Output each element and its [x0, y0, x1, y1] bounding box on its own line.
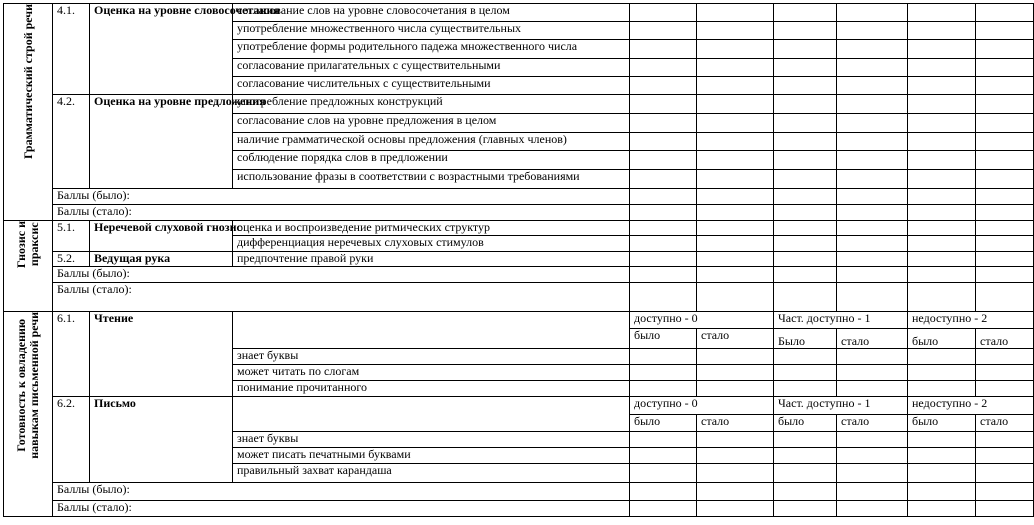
criterion-cell [233, 397, 630, 432]
section-title-gnosis: Гнозис и праксис [4, 221, 53, 312]
score-cell [976, 22, 1034, 40]
score-cell [908, 365, 976, 381]
criterion-cell: предпочтение правой руки [233, 252, 630, 267]
score-cell [908, 189, 976, 205]
score-cell [837, 501, 908, 517]
score-cell [976, 133, 1034, 151]
table-row [4, 95, 1034, 114]
state-before-header: было [630, 415, 697, 432]
score-cell [837, 133, 908, 151]
score-cell [976, 95, 1034, 114]
state-before-header: Было [774, 329, 837, 349]
score-cell [837, 59, 908, 77]
score-cell [630, 133, 697, 151]
score-cell [630, 283, 697, 312]
score-cell [976, 464, 1034, 483]
score-cell [630, 365, 697, 381]
score-cell [976, 189, 1034, 205]
score-cell [908, 205, 976, 221]
score-cell [697, 252, 774, 267]
state-after-header: стало [697, 415, 774, 432]
score-cell [774, 22, 837, 40]
table-row [4, 483, 1034, 501]
score-cell [630, 170, 697, 189]
score-before-label: Баллы (было): [53, 267, 630, 283]
state-after-header: стало [976, 329, 1034, 349]
score-cell [697, 501, 774, 517]
score-cell [697, 77, 774, 95]
state-after-header: стало [837, 415, 908, 432]
score-cell [774, 221, 837, 236]
subsection-title: Оценка на уровне словосочетания [90, 4, 233, 95]
score-cell [976, 221, 1034, 236]
score-cell [774, 4, 837, 22]
score-cell [837, 95, 908, 114]
assessment-table [3, 3, 1034, 517]
score-cell [908, 151, 976, 170]
score-cell [837, 464, 908, 483]
score-cell [697, 236, 774, 252]
criterion-cell: употребление множественного числа существительных [233, 22, 630, 40]
score-cell [837, 22, 908, 40]
subsection-number: 4.2. [53, 95, 90, 189]
score-cell [837, 483, 908, 501]
subsection-title: Оценка на уровне предложения [90, 95, 233, 189]
score-cell [976, 483, 1034, 501]
score-cell [630, 95, 697, 114]
state-before-header: было [908, 415, 976, 432]
score-cell [774, 483, 837, 501]
state-after-header: стало [976, 415, 1034, 432]
score-cell [774, 252, 837, 267]
score-cell [908, 283, 976, 312]
score-cell [630, 77, 697, 95]
subsection-title: Ведущая рука [90, 252, 233, 267]
score-cell [630, 151, 697, 170]
score-cell [976, 267, 1034, 283]
criterion-cell: может читать по слогам [233, 365, 630, 381]
score-cell [908, 170, 976, 189]
score-cell [697, 40, 774, 59]
score-cell [837, 221, 908, 236]
criterion-cell: согласование слов на уровне предложения в целом [233, 114, 630, 133]
score-cell [976, 170, 1034, 189]
score-cell [837, 252, 908, 267]
score-cell [976, 432, 1034, 448]
subsection-number: 5.1. [53, 221, 90, 252]
score-cell [697, 381, 774, 397]
subsection-number: 4.1. [53, 4, 90, 95]
score-cell [908, 40, 976, 59]
score-cell [774, 170, 837, 189]
score-cell [774, 381, 837, 397]
score-cell [630, 205, 697, 221]
score-cell [908, 501, 976, 517]
score-after-label: Баллы (стало): [53, 283, 630, 312]
criterion-cell: может писать печатными буквами [233, 448, 630, 464]
score-cell [976, 349, 1034, 365]
criterion-cell: использование фразы в соответствии с возрастными требованиями [233, 170, 630, 189]
score-cell [908, 221, 976, 236]
score-cell [630, 59, 697, 77]
score-cell [697, 365, 774, 381]
score-cell [774, 114, 837, 133]
score-cell [630, 22, 697, 40]
score-cell [908, 448, 976, 464]
score-cell [837, 448, 908, 464]
score-cell [908, 133, 976, 151]
score-cell [697, 4, 774, 22]
state-after-header: стало [837, 329, 908, 349]
score-after-label: Баллы (стало): [53, 205, 630, 221]
score-cell [630, 252, 697, 267]
table-row [4, 252, 1034, 267]
score-cell [697, 448, 774, 464]
score-before-label: Баллы (было): [53, 189, 630, 205]
score-cell [774, 205, 837, 221]
score-cell [837, 205, 908, 221]
score-cell [630, 236, 697, 252]
criterion-cell: употребление формы родительного падежа множественного числа [233, 40, 630, 59]
criterion-cell [233, 312, 630, 349]
score-cell [976, 381, 1034, 397]
score-cell [908, 252, 976, 267]
score-cell [976, 236, 1034, 252]
score-cell [837, 267, 908, 283]
score-cell [697, 95, 774, 114]
score-cell [774, 189, 837, 205]
score-cell [976, 40, 1034, 59]
score-cell [908, 483, 976, 501]
score-cell [774, 267, 837, 283]
score-cell [630, 448, 697, 464]
score-cell [630, 464, 697, 483]
score-cell [774, 501, 837, 517]
state-after-header: стало [697, 329, 774, 349]
table-row [4, 4, 1034, 22]
score-cell [908, 95, 976, 114]
score-cell [630, 221, 697, 236]
score-cell [837, 283, 908, 312]
score-cell [697, 267, 774, 283]
score-cell [630, 40, 697, 59]
subsection-number: 6.2. [53, 397, 90, 483]
score-cell [837, 4, 908, 22]
criterion-cell: согласование слов на уровне словосочетания в целом [233, 4, 630, 22]
score-cell [630, 483, 697, 501]
score-cell [774, 464, 837, 483]
score-cell [908, 77, 976, 95]
score-cell [976, 205, 1034, 221]
score-cell [837, 114, 908, 133]
score-cell [908, 464, 976, 483]
score-cell [837, 432, 908, 448]
table-row [4, 501, 1034, 517]
score-cell [976, 77, 1034, 95]
score-cell [908, 432, 976, 448]
subsection-title: Письмо [90, 397, 233, 483]
score-cell [976, 365, 1034, 381]
level-partial-header: Част. доступно - 1 [774, 397, 908, 415]
score-after-label: Баллы (стало): [53, 501, 630, 517]
score-cell [976, 114, 1034, 133]
score-cell [976, 151, 1034, 170]
criterion-cell: правильный захват карандаша [233, 464, 630, 483]
state-before-header: было [630, 329, 697, 349]
level-available-header: доступно - 0 [630, 312, 774, 329]
score-cell [630, 432, 697, 448]
subsection-title: Неречевой слуховой гнозис [90, 221, 233, 252]
criterion-cell: оценка и воспроизведение ритмических структур [233, 221, 630, 236]
score-cell [837, 236, 908, 252]
score-cell [908, 349, 976, 365]
criterion-cell: понимание прочитанного [233, 381, 630, 397]
criterion-cell: соблюдение порядка слов в предложении [233, 151, 630, 170]
score-cell [774, 77, 837, 95]
score-cell [837, 349, 908, 365]
score-cell [630, 349, 697, 365]
score-cell [774, 133, 837, 151]
score-cell [837, 189, 908, 205]
score-cell [976, 448, 1034, 464]
score-cell [908, 4, 976, 22]
score-cell [837, 365, 908, 381]
criterion-cell: дифференциация неречевых слуховых стимулов [233, 236, 630, 252]
subsection-title: Чтение [90, 312, 233, 397]
score-cell [697, 221, 774, 236]
score-cell [697, 114, 774, 133]
score-cell [697, 59, 774, 77]
score-cell [837, 381, 908, 397]
table-row [4, 283, 1034, 312]
score-cell [774, 40, 837, 59]
score-cell [774, 365, 837, 381]
score-cell [908, 59, 976, 77]
score-cell [697, 170, 774, 189]
criterion-cell: употребление предложных конструкций [233, 95, 630, 114]
score-cell [976, 252, 1034, 267]
criterion-cell: знает буквы [233, 349, 630, 365]
section-title-writing: Готовность к овладению навыкам письменной речи [4, 312, 53, 517]
subsection-number: 5.2. [53, 252, 90, 267]
score-cell [774, 236, 837, 252]
table-row [4, 205, 1034, 221]
score-cell [697, 483, 774, 501]
criterion-cell: наличие грамматической основы предложения (главных членов) [233, 133, 630, 151]
score-cell [837, 77, 908, 95]
score-cell [630, 189, 697, 205]
score-cell [774, 59, 837, 77]
score-cell [630, 501, 697, 517]
score-cell [976, 59, 1034, 77]
score-cell [908, 381, 976, 397]
score-cell [697, 133, 774, 151]
level-unavailable-header: недоступно - 2 [908, 397, 1034, 415]
level-unavailable-header: недоступно - 2 [908, 312, 1034, 329]
score-cell [774, 448, 837, 464]
score-cell [837, 170, 908, 189]
score-cell [697, 349, 774, 365]
state-before-header: было [774, 415, 837, 432]
subsection-number: 6.1. [53, 312, 90, 397]
score-cell [697, 432, 774, 448]
score-cell [697, 283, 774, 312]
score-cell [630, 114, 697, 133]
level-partial-header: Част. доступно - 1 [774, 312, 908, 329]
score-cell [908, 114, 976, 133]
section-title-grammar: Грамматический строй речи [4, 4, 53, 221]
score-cell [630, 4, 697, 22]
score-cell [697, 22, 774, 40]
score-cell [630, 267, 697, 283]
score-cell [976, 4, 1034, 22]
score-before-label: Баллы (было): [53, 483, 630, 501]
table-row [4, 221, 1034, 236]
score-cell [837, 151, 908, 170]
score-cell [697, 464, 774, 483]
criterion-cell: знает буквы [233, 432, 630, 448]
score-cell [774, 349, 837, 365]
score-cell [908, 236, 976, 252]
score-cell [774, 283, 837, 312]
table-row [4, 397, 1034, 415]
score-cell [697, 205, 774, 221]
score-cell [774, 95, 837, 114]
criterion-cell: согласование прилагательных с существительными [233, 59, 630, 77]
score-cell [976, 283, 1034, 312]
score-cell [774, 432, 837, 448]
state-before-header: было [908, 329, 976, 349]
criterion-cell: согласование числительных с существительными [233, 77, 630, 95]
score-cell [908, 22, 976, 40]
score-cell [837, 40, 908, 59]
level-available-header: доступно - 0 [630, 397, 774, 415]
table-row [4, 267, 1034, 283]
table-row [4, 189, 1034, 205]
score-cell [630, 381, 697, 397]
table-row [4, 312, 1034, 329]
score-cell [697, 151, 774, 170]
score-cell [774, 151, 837, 170]
score-cell [976, 501, 1034, 517]
score-cell [908, 267, 976, 283]
score-cell [697, 189, 774, 205]
